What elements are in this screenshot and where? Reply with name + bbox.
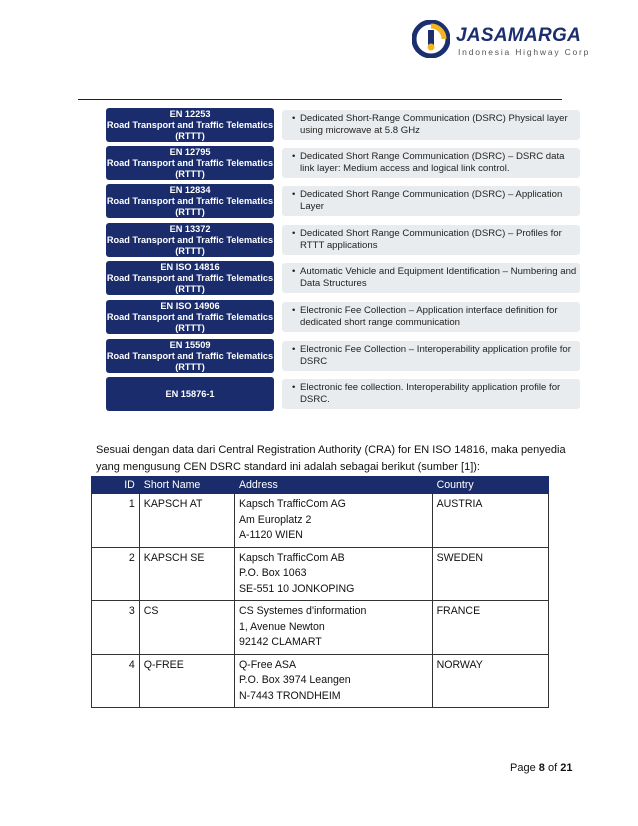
column-header-short-name: Short Name bbox=[139, 477, 234, 494]
standard-label bbox=[106, 223, 274, 257]
standard-group: Road Transport and Traffic Telematics bbox=[106, 234, 274, 245]
address-line: Am Europlatz 2 bbox=[238, 513, 312, 526]
intro-paragraph: Sesuai dengan data dari Central Registration Authority (CRA) for EN ISO 14816, maka penyedia yang mengusung CEN DSRC standard ini adalah sebagai berikut (sumber [1]): bbox=[96, 444, 566, 473]
standard-label bbox=[106, 300, 274, 334]
address-line: P.O. Box 3974 Leangen bbox=[238, 674, 351, 686]
standard-code: EN 13372 bbox=[169, 223, 211, 234]
address-line: SE-551 10 JONKOPING bbox=[238, 582, 355, 595]
standard-description: • Dedicated Short-Range Communication (DSRC) Physical layer using microwave at 5.8 GHz bbox=[282, 110, 580, 140]
column-header-id: ID bbox=[92, 477, 140, 494]
address-line: Kapsch TrafficCom AG bbox=[238, 498, 346, 510]
address-line: P.O. Box 1063 bbox=[238, 567, 307, 579]
standard-code: EN ISO 14816 bbox=[160, 261, 220, 272]
standard-group: Road Transport and Traffic Telematics bbox=[106, 119, 274, 130]
table-row bbox=[92, 601, 549, 655]
address-line: N-7443 TRONDHEIM bbox=[238, 689, 341, 702]
cra-providers-table bbox=[91, 476, 549, 708]
cell-short-name: Q-FREE bbox=[139, 654, 234, 708]
jasamarga-logo-icon bbox=[412, 20, 450, 58]
current-page: 8 bbox=[538, 762, 545, 774]
address-line: A-1120 WIEN bbox=[238, 529, 303, 541]
standard-row bbox=[106, 108, 580, 142]
standard-row bbox=[106, 184, 580, 218]
address-line: Q-Free ASA bbox=[238, 658, 297, 671]
column-header-address: Address bbox=[234, 477, 432, 494]
cell-address bbox=[234, 547, 432, 601]
cell-country: AUSTRIA bbox=[432, 494, 548, 548]
standard-group: Road Transport and Traffic Telematics bbox=[106, 157, 274, 168]
cell-country: NORWAY bbox=[432, 654, 548, 708]
cell-short-name: CS bbox=[139, 601, 234, 655]
standard-description: • Electronic fee collection. Interoperability application profile for DSRC. bbox=[282, 379, 580, 409]
total-pages: 21 bbox=[560, 762, 573, 774]
standard-row bbox=[106, 261, 580, 295]
standard-code: EN ISO 14906 bbox=[160, 300, 220, 311]
standard-abbr: (RTTT) bbox=[175, 283, 205, 294]
cell-address bbox=[234, 601, 432, 655]
cell-short-name: KAPSCH SE bbox=[139, 547, 234, 601]
table-row bbox=[92, 654, 549, 708]
standard-abbr: (RTTT) bbox=[175, 245, 205, 256]
standard-group: Road Transport and Traffic Telematics bbox=[106, 195, 274, 206]
standard-description: • Automatic Vehicle and Equipment Identification – Numbering and Data Structures bbox=[282, 263, 580, 293]
cell-id: 3 bbox=[92, 601, 140, 655]
standard-abbr: (RTTT) bbox=[175, 130, 205, 141]
address-line: CS Systemes d'information bbox=[238, 605, 367, 617]
standard-abbr: (RTTT) bbox=[175, 206, 205, 217]
cell-short-name: KAPSCH AT bbox=[139, 494, 234, 548]
standard-label bbox=[106, 261, 274, 295]
cell-address bbox=[234, 654, 432, 708]
cell-id: 2 bbox=[92, 547, 140, 601]
header-divider bbox=[78, 99, 562, 100]
standard-code: EN 12834 bbox=[169, 184, 211, 195]
standard-abbr: (RTTT) bbox=[175, 361, 205, 372]
column-header-country: Country bbox=[432, 477, 548, 494]
table-row bbox=[92, 494, 549, 548]
brand-name: JASAMARGA bbox=[456, 25, 582, 46]
brand-tagline: Indonesia Highway Corp bbox=[458, 47, 591, 57]
address-line: Kapsch TrafficCom AB bbox=[238, 551, 345, 564]
standard-group: Road Transport and Traffic Telematics bbox=[106, 311, 274, 322]
standard-description: • Dedicated Short Range Communication (DSRC) – Profiles for RTTT applications bbox=[282, 225, 580, 255]
standard-group: Road Transport and Traffic Telematics bbox=[106, 272, 274, 283]
table-row bbox=[92, 547, 549, 601]
standard-label bbox=[106, 184, 274, 218]
standard-label bbox=[106, 108, 274, 142]
cell-id: 4 bbox=[92, 654, 140, 708]
standard-row bbox=[106, 377, 580, 411]
standard-row bbox=[106, 300, 580, 334]
cell-id: 1 bbox=[92, 494, 140, 548]
address-line: 1, Avenue Newton bbox=[238, 620, 325, 633]
cell-country: FRANCE bbox=[432, 601, 548, 655]
standard-code: EN 12795 bbox=[169, 146, 211, 157]
standard-code: EN 12253 bbox=[169, 108, 211, 119]
standard-row bbox=[106, 339, 580, 373]
standard-row bbox=[106, 146, 580, 180]
page-number: Page 8 of 21 bbox=[510, 762, 573, 774]
standard-code: EN 15509 bbox=[169, 339, 211, 350]
standard-label bbox=[106, 377, 274, 411]
company-logo bbox=[412, 20, 602, 64]
standard-description: • Electronic Fee Collection – Application interface definition for dedicated short range communication bbox=[282, 302, 580, 332]
cell-country: SWEDEN bbox=[432, 547, 548, 601]
table-header-row bbox=[92, 477, 549, 494]
standard-label bbox=[106, 339, 274, 373]
standard-abbr: (RTTT) bbox=[175, 168, 205, 179]
standard-abbr: (RTTT) bbox=[175, 322, 205, 333]
standard-code: EN 15876-1 bbox=[165, 388, 215, 399]
cell-address bbox=[234, 494, 432, 548]
standard-description: • Electronic Fee Collection – Interoperability application profile for DSRC bbox=[282, 341, 580, 371]
standard-row bbox=[106, 223, 580, 257]
standard-description: • Dedicated Short Range Communication (DSRC) – DSRC data link layer: Medium access and logical link control. bbox=[282, 148, 580, 178]
standard-label bbox=[106, 146, 274, 180]
standard-description: • Dedicated Short Range Communication (DSRC) – Application Layer bbox=[282, 186, 580, 216]
address-line: 92142 CLAMART bbox=[238, 636, 322, 648]
standard-group: Road Transport and Traffic Telematics bbox=[106, 350, 274, 361]
